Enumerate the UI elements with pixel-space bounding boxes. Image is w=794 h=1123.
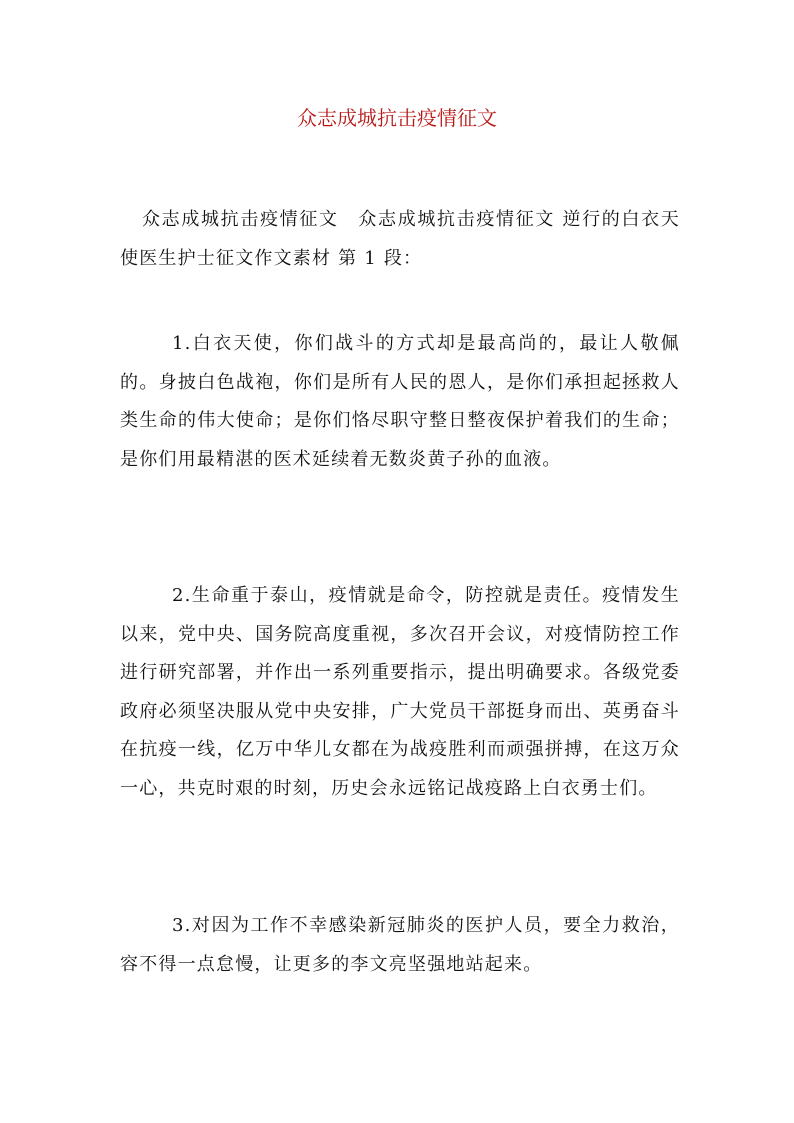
- paragraph-3: 3.对因为工作不幸感染新冠肺炎的医护人员，要全力救治，容不得一点怠慢，让更多的李文亮坚强地站起来。: [120, 915, 680, 975]
- paragraph-1: 1.白衣天使，你们战斗的方式却是最高尚的，最让人敬佩的。身披白色战袍，你们是所有人民的恩人，是你们承担起拯救人类生命的伟大使命；是你们恪尽职守整日整夜保护着我们的生命；是你们用最精湛的医术延续着无数炎黄子孙的血液。: [120, 333, 680, 470]
- paragraph-2: 2.生命重于泰山，疫情就是命令，防控就是责任。疫情发生以来，党中央、国务院高度重视，多次召开会议，对疫情防控工作进行研究部署，并作出一系列重要指示，提出明确要求。各级党委政府必须坚决服从党中央安排，广大党员干部挺身而出、英勇奋斗在抗疫一线，亿万中华儿女都在为战疫胜利而顽强拼搏，在这万众一心，共克时艰的时刻，历史会永远铭记战疫路上白衣勇士们。: [120, 585, 680, 799]
- intro-paragraph: 众志成城抗击疫情征文 众志成城抗击疫情征文 逆行的白衣天使医生护士征文作文素材 第 1 段：: [120, 209, 680, 269]
- document-title: 众志成城抗击疫情征文: [297, 106, 497, 130]
